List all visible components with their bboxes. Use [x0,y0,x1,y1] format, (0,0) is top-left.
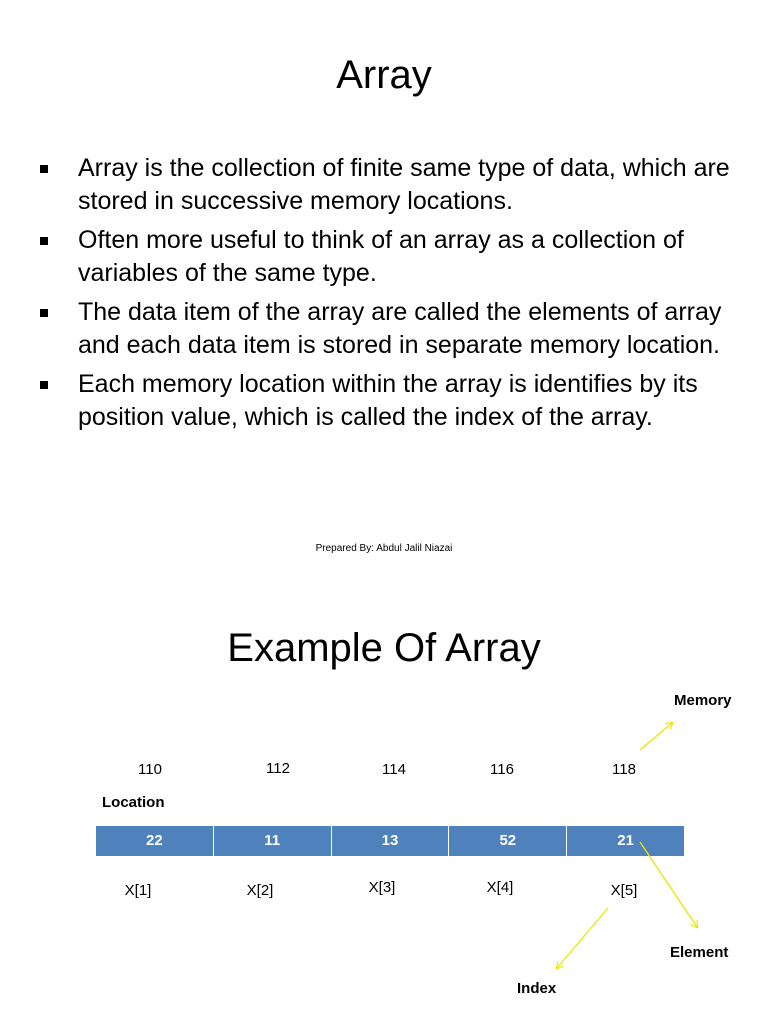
square-bullet-icon [40,165,48,173]
array-index: X[4] [486,879,514,896]
array-cell: 11 [213,826,331,856]
square-bullet-icon [40,237,48,245]
array-index: X[3] [368,879,396,896]
bullet-item: The data item of the array are called the elements of array and each data item is stored in separate memory location. [40,296,740,362]
slide-example-of-array [0,580,768,1024]
square-bullet-icon [40,381,48,389]
array-cell: 52 [448,826,566,856]
array-index: X[2] [246,882,274,899]
element-label: Element [670,944,729,961]
slide-title: Array [336,53,432,97]
bullet-list [40,152,740,440]
memory-label: Memory [674,692,732,709]
index-label: Index [517,980,557,997]
bullet-item: Array is the collection of finite same type of data, which are stored in successive memory locations. [40,152,740,218]
memory-address: 118 [612,761,636,778]
array-cell: 22 [96,826,213,856]
array-cell: 13 [331,826,449,856]
memory-address: 114 [382,761,406,778]
memory-address: 112 [266,760,290,777]
memory-address: 116 [490,761,514,778]
square-bullet-icon [40,309,48,317]
array-index: X[1] [124,882,152,899]
index-arrow [557,908,608,968]
bullet-item: Each memory location within the array is identifies by its position value, which is called the index of the array. [40,368,740,434]
memory-arrow [640,723,672,750]
bullet-item: Often more useful to think of an array as a collection of variables of the same type. [40,224,740,290]
slide-title: Example Of Array [227,626,541,670]
array-bar [96,826,684,856]
author-credit: Prepared By: Abdul Jalil Niazai [315,543,453,554]
location-label: Location [102,794,165,811]
array-cell: 21 [566,826,684,856]
memory-address: 110 [138,761,162,778]
array-index: X[5] [610,882,638,899]
